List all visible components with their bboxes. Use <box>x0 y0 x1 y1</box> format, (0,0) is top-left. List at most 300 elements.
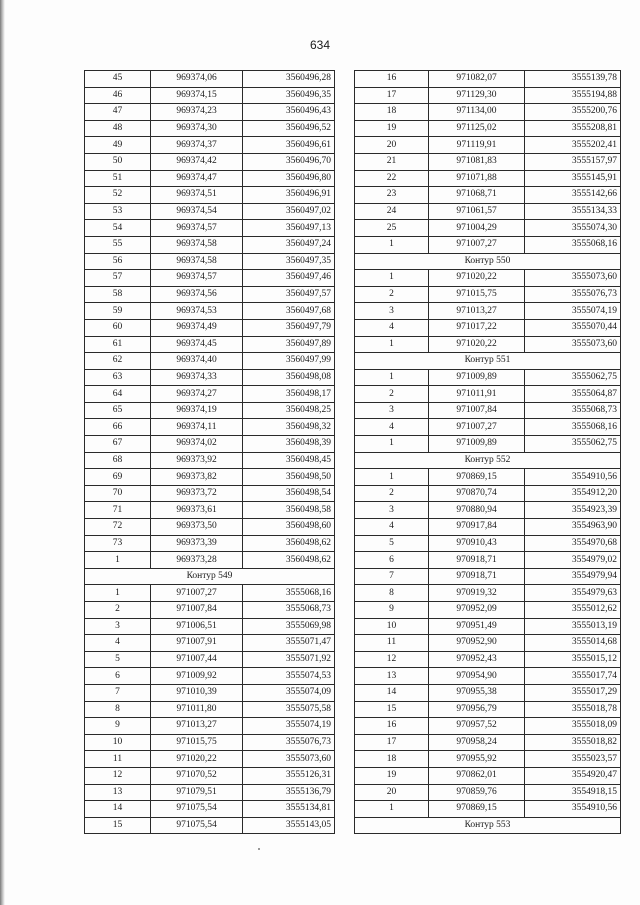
x-coordinate-cell: 969374,47 <box>151 170 243 187</box>
x-coordinate-cell: 971004,29 <box>429 220 525 237</box>
y-coordinate-cell: 3560497,99 <box>243 353 335 370</box>
point-number-cell: 55 <box>85 236 151 253</box>
point-number-cell: 19 <box>355 767 429 784</box>
x-coordinate-cell: 970954,90 <box>429 668 525 685</box>
table-row <box>355 336 621 353</box>
y-coordinate-cell: 3555126,31 <box>243 767 335 784</box>
point-number-cell: 60 <box>85 319 151 336</box>
point-number-cell: 50 <box>85 153 151 170</box>
y-coordinate-cell: 3554910,56 <box>525 469 621 486</box>
y-coordinate-cell: 3555064,87 <box>525 386 621 403</box>
point-number-cell: 1 <box>355 270 429 287</box>
x-coordinate-cell: 969374,19 <box>151 402 243 419</box>
table-row <box>85 502 335 519</box>
y-coordinate-cell: 3560497,13 <box>243 220 335 237</box>
table-row <box>355 618 621 635</box>
y-coordinate-cell: 3560498,17 <box>243 386 335 403</box>
point-number-cell: 61 <box>85 336 151 353</box>
x-coordinate-cell: 971061,57 <box>429 203 525 220</box>
point-number-cell: 47 <box>85 104 151 121</box>
table-row <box>85 684 335 701</box>
point-number-cell: 64 <box>85 386 151 403</box>
y-coordinate-cell: 3555073,60 <box>243 751 335 768</box>
y-coordinate-cell: 3560496,35 <box>243 87 335 104</box>
y-coordinate-cell: 3554923,39 <box>525 502 621 519</box>
contour-title: Контур 549 <box>85 568 335 585</box>
x-coordinate-cell: 971007,44 <box>151 651 243 668</box>
x-coordinate-cell: 971068,71 <box>429 187 525 204</box>
y-coordinate-cell: 3555068,16 <box>243 585 335 602</box>
table-row <box>355 386 621 403</box>
point-number-cell: 67 <box>85 436 151 453</box>
y-coordinate-cell: 3560497,35 <box>243 253 335 270</box>
x-coordinate-cell: 970955,38 <box>429 684 525 701</box>
table-row <box>85 137 335 154</box>
x-coordinate-cell: 969374,37 <box>151 137 243 154</box>
y-coordinate-cell: 3555076,73 <box>243 734 335 751</box>
table-row <box>85 187 335 204</box>
x-coordinate-cell: 969374,57 <box>151 220 243 237</box>
table-row <box>355 485 621 502</box>
point-number-cell: 51 <box>85 170 151 187</box>
table-row <box>85 436 335 453</box>
point-number-cell: 5 <box>355 535 429 552</box>
point-number-cell: 16 <box>355 718 429 735</box>
y-coordinate-cell: 3560498,58 <box>243 502 335 519</box>
table-row <box>355 419 621 436</box>
y-coordinate-cell: 3555018,78 <box>525 701 621 718</box>
table-row <box>355 402 621 419</box>
point-number-cell: 68 <box>85 452 151 469</box>
point-number-cell: 2 <box>355 286 429 303</box>
y-coordinate-cell: 3554970,68 <box>525 535 621 552</box>
table-row <box>355 767 621 784</box>
table-row <box>355 137 621 154</box>
point-number-cell: 12 <box>85 767 151 784</box>
table-row <box>355 220 621 237</box>
x-coordinate-cell: 971010,39 <box>151 684 243 701</box>
x-coordinate-cell: 971079,51 <box>151 784 243 801</box>
table-row <box>85 369 335 386</box>
point-number-cell: 9 <box>85 718 151 735</box>
x-coordinate-cell: 969373,39 <box>151 535 243 552</box>
y-coordinate-cell: 3555070,44 <box>525 319 621 336</box>
y-coordinate-cell: 3555074,19 <box>243 718 335 735</box>
point-number-cell: 49 <box>85 137 151 154</box>
x-coordinate-cell: 970955,92 <box>429 751 525 768</box>
y-coordinate-cell: 3560498,50 <box>243 469 335 486</box>
table-row <box>85 220 335 237</box>
point-number-cell: 66 <box>85 419 151 436</box>
point-number-cell: 11 <box>355 635 429 652</box>
x-coordinate-cell: 971125,02 <box>429 120 525 137</box>
point-number-cell: 59 <box>85 303 151 320</box>
point-number-cell: 4 <box>355 419 429 436</box>
table-row <box>85 552 335 569</box>
table-row <box>355 303 621 320</box>
x-coordinate-cell: 971009,89 <box>429 436 525 453</box>
y-coordinate-cell: 3555076,73 <box>525 286 621 303</box>
y-coordinate-cell: 3554963,90 <box>525 519 621 536</box>
point-number-cell: 22 <box>355 170 429 187</box>
point-number-cell: 7 <box>85 684 151 701</box>
y-coordinate-cell: 3555071,92 <box>243 651 335 668</box>
x-coordinate-cell: 969373,61 <box>151 502 243 519</box>
y-coordinate-cell: 3560497,24 <box>243 236 335 253</box>
point-number-cell: 2 <box>355 386 429 403</box>
point-number-cell: 2 <box>355 485 429 502</box>
table-row <box>85 452 335 469</box>
y-coordinate-cell: 3560498,32 <box>243 419 335 436</box>
x-coordinate-cell: 969374,33 <box>151 369 243 386</box>
table-row <box>85 651 335 668</box>
y-coordinate-cell: 3560498,39 <box>243 436 335 453</box>
point-number-cell: 8 <box>355 585 429 602</box>
point-number-cell: 69 <box>85 469 151 486</box>
table-row <box>85 718 335 735</box>
y-coordinate-cell: 3555143,05 <box>243 817 335 834</box>
table-row <box>355 87 621 104</box>
point-number-cell: 13 <box>85 784 151 801</box>
y-coordinate-cell: 3560498,25 <box>243 402 335 419</box>
y-coordinate-cell: 3560496,61 <box>243 137 335 154</box>
table-row <box>85 270 335 287</box>
contour-title: Контур 552 <box>355 452 621 469</box>
y-coordinate-cell: 3560498,54 <box>243 485 335 502</box>
table-row <box>355 120 621 137</box>
x-coordinate-cell: 969373,92 <box>151 452 243 469</box>
x-coordinate-cell: 971015,75 <box>429 286 525 303</box>
point-number-cell: 1 <box>355 801 429 818</box>
x-coordinate-cell: 970918,71 <box>429 552 525 569</box>
x-coordinate-cell: 971013,27 <box>151 718 243 735</box>
y-coordinate-cell: 3560498,08 <box>243 369 335 386</box>
point-number-cell: 13 <box>355 668 429 685</box>
y-coordinate-cell: 3554979,02 <box>525 552 621 569</box>
x-coordinate-cell: 969374,23 <box>151 104 243 121</box>
y-coordinate-cell: 3554910,56 <box>525 801 621 818</box>
point-number-cell: 1 <box>85 585 151 602</box>
x-coordinate-cell: 970956,79 <box>429 701 525 718</box>
point-number-cell: 2 <box>85 602 151 619</box>
point-number-cell: 1 <box>355 436 429 453</box>
point-number-cell: 71 <box>85 502 151 519</box>
x-coordinate-cell: 970958,24 <box>429 734 525 751</box>
y-coordinate-cell: 3555068,73 <box>243 602 335 619</box>
table-row <box>85 734 335 751</box>
x-coordinate-cell: 971075,54 <box>151 801 243 818</box>
table-row <box>85 585 335 602</box>
point-number-cell: 8 <box>85 701 151 718</box>
y-coordinate-cell: 3560497,02 <box>243 203 335 220</box>
x-coordinate-cell: 971070,52 <box>151 767 243 784</box>
contour-header-row <box>355 253 621 270</box>
table-row <box>355 369 621 386</box>
y-coordinate-cell: 3555068,16 <box>525 419 621 436</box>
x-coordinate-cell: 970952,43 <box>429 651 525 668</box>
x-coordinate-cell: 971006,51 <box>151 618 243 635</box>
x-coordinate-cell: 971009,92 <box>151 668 243 685</box>
x-coordinate-cell: 969373,72 <box>151 485 243 502</box>
point-number-cell: 73 <box>85 535 151 552</box>
x-coordinate-cell: 970957,52 <box>429 718 525 735</box>
table-row <box>85 236 335 253</box>
x-coordinate-cell: 969374,53 <box>151 303 243 320</box>
y-coordinate-cell: 3560497,68 <box>243 303 335 320</box>
table-row <box>355 153 621 170</box>
table-row <box>85 635 335 652</box>
table-row <box>355 104 621 121</box>
x-coordinate-cell: 971119,91 <box>429 137 525 154</box>
point-number-cell: 1 <box>355 236 429 253</box>
y-coordinate-cell: 3555075,58 <box>243 701 335 718</box>
x-coordinate-cell: 969374,42 <box>151 153 243 170</box>
x-coordinate-cell: 970869,15 <box>429 801 525 818</box>
point-number-cell: 15 <box>85 817 151 834</box>
x-coordinate-cell: 971007,27 <box>429 419 525 436</box>
table-row <box>355 502 621 519</box>
x-coordinate-cell: 969374,51 <box>151 187 243 204</box>
point-number-cell: 1 <box>355 369 429 386</box>
table-row <box>355 519 621 536</box>
table-row <box>355 701 621 718</box>
contour-header-row <box>355 353 621 370</box>
point-number-cell: 4 <box>355 519 429 536</box>
point-number-cell: 21 <box>355 153 429 170</box>
x-coordinate-cell: 971009,89 <box>429 369 525 386</box>
table-row <box>85 71 335 88</box>
point-number-cell: 4 <box>85 635 151 652</box>
y-coordinate-cell: 3555208,81 <box>525 120 621 137</box>
table-row <box>85 120 335 137</box>
y-coordinate-cell: 3554979,94 <box>525 568 621 585</box>
y-coordinate-cell: 3555023,57 <box>525 751 621 768</box>
point-number-cell: 3 <box>355 402 429 419</box>
point-number-cell: 24 <box>355 203 429 220</box>
y-coordinate-cell: 3555068,73 <box>525 402 621 419</box>
table-row <box>355 668 621 685</box>
y-coordinate-cell: 3555136,79 <box>243 784 335 801</box>
y-coordinate-cell: 3555194,88 <box>525 87 621 104</box>
point-number-cell: 25 <box>355 220 429 237</box>
table-row <box>85 469 335 486</box>
y-coordinate-cell: 3560497,89 <box>243 336 335 353</box>
y-coordinate-cell: 3555014,68 <box>525 635 621 652</box>
point-number-cell: 46 <box>85 87 151 104</box>
x-coordinate-cell: 971134,00 <box>429 104 525 121</box>
table-row <box>355 319 621 336</box>
contour-header-row <box>355 452 621 469</box>
point-number-cell: 57 <box>85 270 151 287</box>
table-row <box>355 801 621 818</box>
y-coordinate-cell: 3560496,91 <box>243 187 335 204</box>
contour-header-row <box>85 568 335 585</box>
y-coordinate-cell: 3555134,81 <box>243 801 335 818</box>
y-coordinate-cell: 3555074,30 <box>525 220 621 237</box>
point-number-cell: 19 <box>355 120 429 137</box>
x-coordinate-cell: 970918,71 <box>429 568 525 585</box>
contour-title: Контур 551 <box>355 353 621 370</box>
y-coordinate-cell: 3560496,43 <box>243 104 335 121</box>
y-coordinate-cell: 3560498,62 <box>243 552 335 569</box>
y-coordinate-cell: 3554920,47 <box>525 767 621 784</box>
table-row <box>355 535 621 552</box>
point-number-cell: 58 <box>85 286 151 303</box>
scan-dot <box>258 848 260 850</box>
x-coordinate-cell: 971081,83 <box>429 153 525 170</box>
point-number-cell: 54 <box>85 220 151 237</box>
table-row <box>355 552 621 569</box>
table-row <box>85 104 335 121</box>
point-number-cell: 11 <box>85 751 151 768</box>
y-coordinate-cell: 3555018,82 <box>525 734 621 751</box>
x-coordinate-cell: 969374,27 <box>151 386 243 403</box>
x-coordinate-cell: 971007,84 <box>429 402 525 419</box>
point-number-cell: 16 <box>355 71 429 88</box>
table-row <box>85 784 335 801</box>
point-number-cell: 3 <box>355 502 429 519</box>
y-coordinate-cell: 3555074,53 <box>243 668 335 685</box>
contour-title: Контур 550 <box>355 253 621 270</box>
point-number-cell: 15 <box>355 701 429 718</box>
x-coordinate-cell: 970952,90 <box>429 635 525 652</box>
y-coordinate-cell: 3555074,09 <box>243 684 335 701</box>
x-coordinate-cell: 970910,43 <box>429 535 525 552</box>
y-coordinate-cell: 3555145,91 <box>525 170 621 187</box>
point-number-cell: 14 <box>355 684 429 701</box>
x-coordinate-cell: 970880,94 <box>429 502 525 519</box>
table-row <box>355 469 621 486</box>
point-number-cell: 53 <box>85 203 151 220</box>
y-coordinate-cell: 3555068,16 <box>525 236 621 253</box>
y-coordinate-cell: 3560498,62 <box>243 535 335 552</box>
table-row <box>85 801 335 818</box>
contour-title: Контур 553 <box>355 817 621 834</box>
x-coordinate-cell: 969373,82 <box>151 469 243 486</box>
table-row <box>355 684 621 701</box>
x-coordinate-cell: 970862,01 <box>429 767 525 784</box>
table-row <box>85 618 335 635</box>
x-coordinate-cell: 971071,88 <box>429 170 525 187</box>
point-number-cell: 1 <box>355 336 429 353</box>
y-coordinate-cell: 3555071,47 <box>243 635 335 652</box>
y-coordinate-cell: 3555062,75 <box>525 436 621 453</box>
point-number-cell: 14 <box>85 801 151 818</box>
y-coordinate-cell: 3560496,52 <box>243 120 335 137</box>
y-coordinate-cell: 3555015,12 <box>525 651 621 668</box>
y-coordinate-cell: 3560498,60 <box>243 519 335 536</box>
table-row <box>355 784 621 801</box>
x-coordinate-cell: 970951,49 <box>429 618 525 635</box>
x-coordinate-cell: 970917,84 <box>429 519 525 536</box>
y-coordinate-cell: 3555142,66 <box>525 187 621 204</box>
y-coordinate-cell: 3554979,63 <box>525 585 621 602</box>
table-row <box>355 71 621 88</box>
table-row <box>85 203 335 220</box>
point-number-cell: 6 <box>85 668 151 685</box>
x-coordinate-cell: 971075,54 <box>151 817 243 834</box>
point-number-cell: 18 <box>355 751 429 768</box>
x-coordinate-cell: 971020,22 <box>429 270 525 287</box>
point-number-cell: 10 <box>355 618 429 635</box>
table-row <box>355 270 621 287</box>
table-row <box>355 635 621 652</box>
y-coordinate-cell: 3555017,29 <box>525 684 621 701</box>
point-number-cell: 45 <box>85 71 151 88</box>
x-coordinate-cell: 970919,32 <box>429 585 525 602</box>
table-row <box>85 402 335 419</box>
table-row <box>355 286 621 303</box>
contour-header-row <box>355 817 621 834</box>
x-coordinate-cell: 971017,22 <box>429 319 525 336</box>
point-number-cell: 62 <box>85 353 151 370</box>
x-coordinate-cell: 969374,02 <box>151 436 243 453</box>
table-row <box>85 701 335 718</box>
y-coordinate-cell: 3554912,20 <box>525 485 621 502</box>
point-number-cell: 4 <box>355 319 429 336</box>
point-number-cell: 3 <box>85 618 151 635</box>
y-coordinate-cell: 3554918,15 <box>525 784 621 801</box>
x-coordinate-cell: 970870,74 <box>429 485 525 502</box>
y-coordinate-cell: 3555134,33 <box>525 203 621 220</box>
table-row <box>355 170 621 187</box>
scan-edge-shadow <box>0 0 5 905</box>
y-coordinate-cell: 3555013,19 <box>525 618 621 635</box>
x-coordinate-cell: 969374,15 <box>151 87 243 104</box>
point-number-cell: 65 <box>85 402 151 419</box>
table-row <box>85 336 335 353</box>
point-number-cell: 5 <box>85 651 151 668</box>
x-coordinate-cell: 970952,09 <box>429 602 525 619</box>
point-number-cell: 52 <box>85 187 151 204</box>
table-row <box>355 734 621 751</box>
table-row <box>85 668 335 685</box>
x-coordinate-cell: 971020,22 <box>151 751 243 768</box>
table-row <box>85 170 335 187</box>
point-number-cell: 17 <box>355 734 429 751</box>
y-coordinate-cell: 3555074,19 <box>525 303 621 320</box>
point-number-cell: 20 <box>355 784 429 801</box>
table-row <box>85 153 335 170</box>
point-number-cell: 48 <box>85 120 151 137</box>
x-coordinate-cell: 971007,91 <box>151 635 243 652</box>
point-number-cell: 70 <box>85 485 151 502</box>
x-coordinate-cell: 969374,56 <box>151 286 243 303</box>
x-coordinate-cell: 971011,91 <box>429 386 525 403</box>
y-coordinate-cell: 3555012,62 <box>525 602 621 619</box>
point-number-cell: 1 <box>355 469 429 486</box>
point-number-cell: 9 <box>355 602 429 619</box>
point-number-cell: 63 <box>85 369 151 386</box>
x-coordinate-cell: 969374,45 <box>151 336 243 353</box>
table-row <box>85 485 335 502</box>
table-row <box>85 419 335 436</box>
y-coordinate-cell: 3555018,09 <box>525 718 621 735</box>
table-row <box>85 353 335 370</box>
table-row <box>85 87 335 104</box>
x-coordinate-cell: 969374,06 <box>151 71 243 88</box>
table-row <box>355 203 621 220</box>
point-number-cell: 72 <box>85 519 151 536</box>
table-row <box>355 568 621 585</box>
point-number-cell: 18 <box>355 104 429 121</box>
table-row <box>85 602 335 619</box>
x-coordinate-cell: 969374,40 <box>151 353 243 370</box>
x-coordinate-cell: 971011,80 <box>151 701 243 718</box>
table-row <box>85 535 335 552</box>
point-number-cell: 1 <box>85 552 151 569</box>
x-coordinate-cell: 971013,27 <box>429 303 525 320</box>
